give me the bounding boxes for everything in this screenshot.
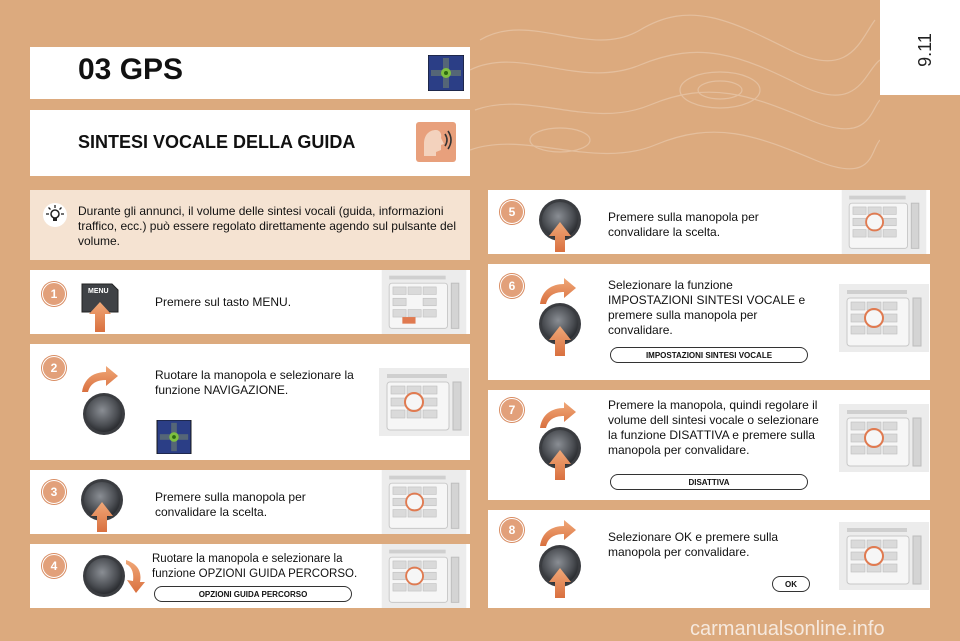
radio-panel bbox=[378, 544, 470, 608]
step-text: Ruotare la manopola e selezionare la funzione OPZIONI GUIDA PERCORSO. bbox=[152, 553, 358, 580]
rotate-down-arrow-icon bbox=[124, 558, 146, 594]
step-text: Premere sul tasto MENU. bbox=[155, 295, 292, 309]
press-knob-icon bbox=[538, 424, 582, 480]
press-knob-icon bbox=[538, 300, 582, 356]
step-text: Premere la manopola, quindi regolare il volume dell sintesi vocale o selezionare la funzione DISATTIVA e premere sulla manopola per convalidare. bbox=[608, 398, 819, 457]
watermark: carmanualsonline.info bbox=[690, 618, 885, 640]
press-knob-icon bbox=[80, 476, 124, 532]
step-text: Premere sulla manopola per convalidare la scelta. bbox=[155, 490, 306, 519]
menu-option-pill: IMPOSTAZIONI SINTESI VOCALE bbox=[610, 347, 808, 363]
step-card-1 bbox=[30, 270, 470, 334]
voice-synthesis-icon bbox=[416, 122, 456, 162]
gps-navigation-icon bbox=[156, 420, 192, 454]
step-badge: 5 bbox=[500, 200, 524, 224]
radio-panel bbox=[378, 470, 470, 534]
step-card-5 bbox=[488, 190, 930, 254]
radio-panel bbox=[838, 522, 930, 590]
topo-map-decoration bbox=[470, 0, 880, 185]
menu-key-icon bbox=[78, 276, 122, 332]
step-text: Ruotare la manopola e selezionare la funzione NAVIGAZIONE. bbox=[155, 368, 354, 397]
step-card-8 bbox=[488, 510, 930, 608]
info-text: Durante gli annunci, il volume delle sintesi vocali (guida, informazioni traffico, ecc.) può essere regolato direttamente agendo sul pulsante del volume. bbox=[78, 204, 457, 248]
knob-icon bbox=[82, 554, 126, 598]
step-badge: 4 bbox=[42, 554, 66, 578]
knob-icon bbox=[82, 392, 126, 436]
gps-navigation-icon bbox=[428, 55, 464, 91]
step-card-2 bbox=[30, 344, 470, 460]
radio-panel bbox=[838, 284, 930, 352]
step-card-6 bbox=[488, 264, 930, 380]
step-badge: 2 bbox=[42, 356, 66, 380]
menu-key-label: MENU bbox=[88, 288, 109, 295]
step-text: Selezionare la funzione IMPOSTAZIONI SINTESI VOCALE e premere sulla manopola per convalidare. bbox=[608, 278, 806, 337]
step-card-3 bbox=[30, 470, 470, 534]
subsection-header bbox=[30, 110, 470, 176]
menu-option-pill: OPZIONI GUIDA PERCORSO bbox=[154, 586, 352, 602]
step-badge: 8 bbox=[500, 518, 524, 542]
menu-option-pill: DISATTIVA bbox=[610, 474, 808, 490]
step-text: Selezionare OK e premere sulla manopola per convalidare. bbox=[608, 530, 779, 559]
subsection-title: SINTESI VOCALE DELLA GUIDA bbox=[78, 132, 356, 152]
radio-panel bbox=[378, 270, 470, 334]
section-header bbox=[30, 47, 470, 99]
radio-panel bbox=[838, 404, 930, 472]
step-badge: 1 bbox=[42, 282, 66, 306]
radio-panel bbox=[838, 190, 930, 254]
step-badge: 6 bbox=[500, 274, 524, 298]
step-card-4 bbox=[30, 544, 470, 608]
press-knob-icon bbox=[538, 196, 582, 252]
press-knob-icon bbox=[538, 542, 582, 598]
step-badge: 3 bbox=[42, 480, 66, 504]
section-title: 03 GPS bbox=[78, 53, 184, 86]
info-note bbox=[30, 190, 470, 260]
page-number: 9.11 bbox=[914, 33, 935, 67]
step-card-7 bbox=[488, 390, 930, 500]
radio-panel bbox=[378, 368, 470, 436]
step-badge: 7 bbox=[500, 398, 524, 422]
ok-option-pill: OK bbox=[772, 576, 810, 592]
rotate-arrow-icon bbox=[80, 364, 120, 394]
lightbulb-icon bbox=[42, 202, 68, 228]
step-text: Premere sulla manopola per convalidare la scelta. bbox=[608, 210, 759, 239]
